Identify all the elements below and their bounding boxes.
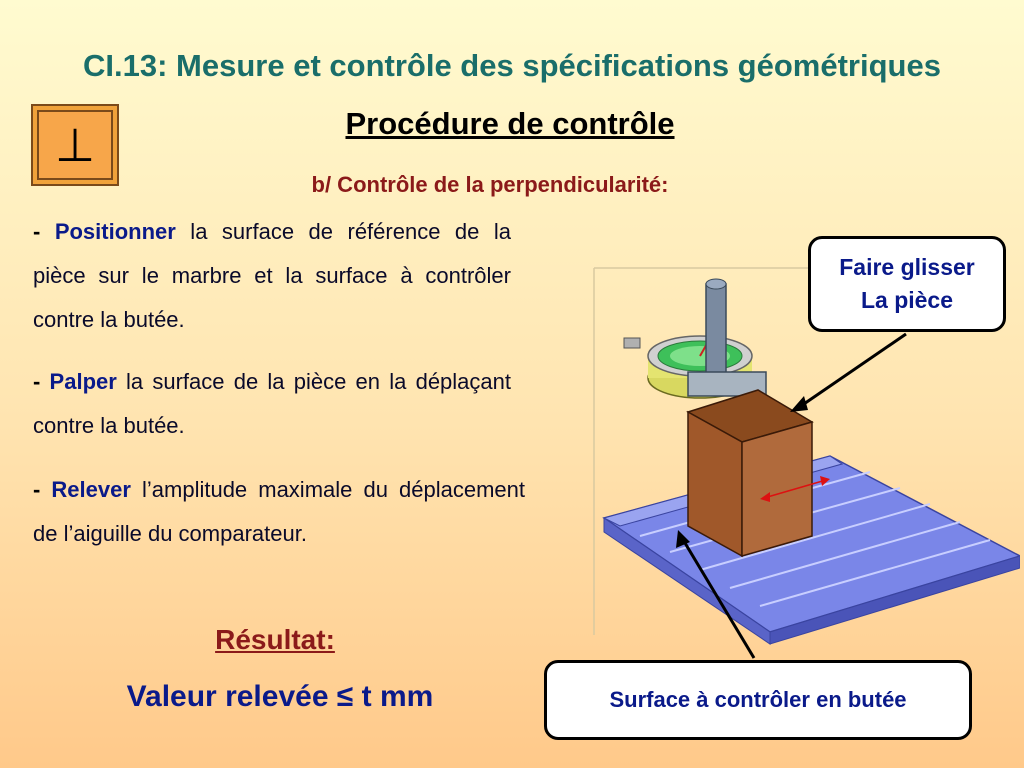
- step-keyword: Positionner: [54, 219, 176, 244]
- callout-line: La pièce: [860, 287, 954, 313]
- result-value: Valeur relevée ≤ t mm: [126, 680, 434, 713]
- procedure-title: Procédure de contrôle: [345, 106, 675, 141]
- step-text: la surface de référence de la pièce sur le marbre et la surface à contrôler contre la butée.: [33, 219, 511, 332]
- step-relever: [33, 468, 525, 556]
- step-keyword: Relever: [51, 477, 131, 502]
- perpendicularity-symbol-box: [31, 104, 119, 186]
- slide-title: CI.13: Mesure et contrôle des spécifications géométriques: [83, 48, 941, 83]
- callout-pointer-top: [798, 334, 906, 408]
- callout-line: Faire glisser: [839, 254, 975, 280]
- callout-surface-butee: Surface à contrôler en butée: [544, 660, 972, 740]
- step-text: la surface de la pièce en la déplaçant contre la butée.: [33, 369, 511, 438]
- callout-slide-piece: [808, 236, 1006, 332]
- section-heading: b/ Contrôle de la perpendicularité:: [311, 172, 669, 197]
- step-dash: -: [33, 219, 41, 244]
- step-text: l’amplitude maximale du déplacement de l’aiguille du comparateur.: [33, 477, 525, 546]
- step-palper: [33, 360, 511, 448]
- step-positionner: [33, 210, 511, 342]
- step-keyword: Palper: [49, 369, 117, 394]
- workpiece: [688, 390, 812, 556]
- step-dash: -: [33, 477, 41, 502]
- step-dash: -: [33, 369, 41, 394]
- perpendicularity-icon: ⊥: [37, 110, 113, 180]
- result-label: Résultat:: [215, 624, 335, 655]
